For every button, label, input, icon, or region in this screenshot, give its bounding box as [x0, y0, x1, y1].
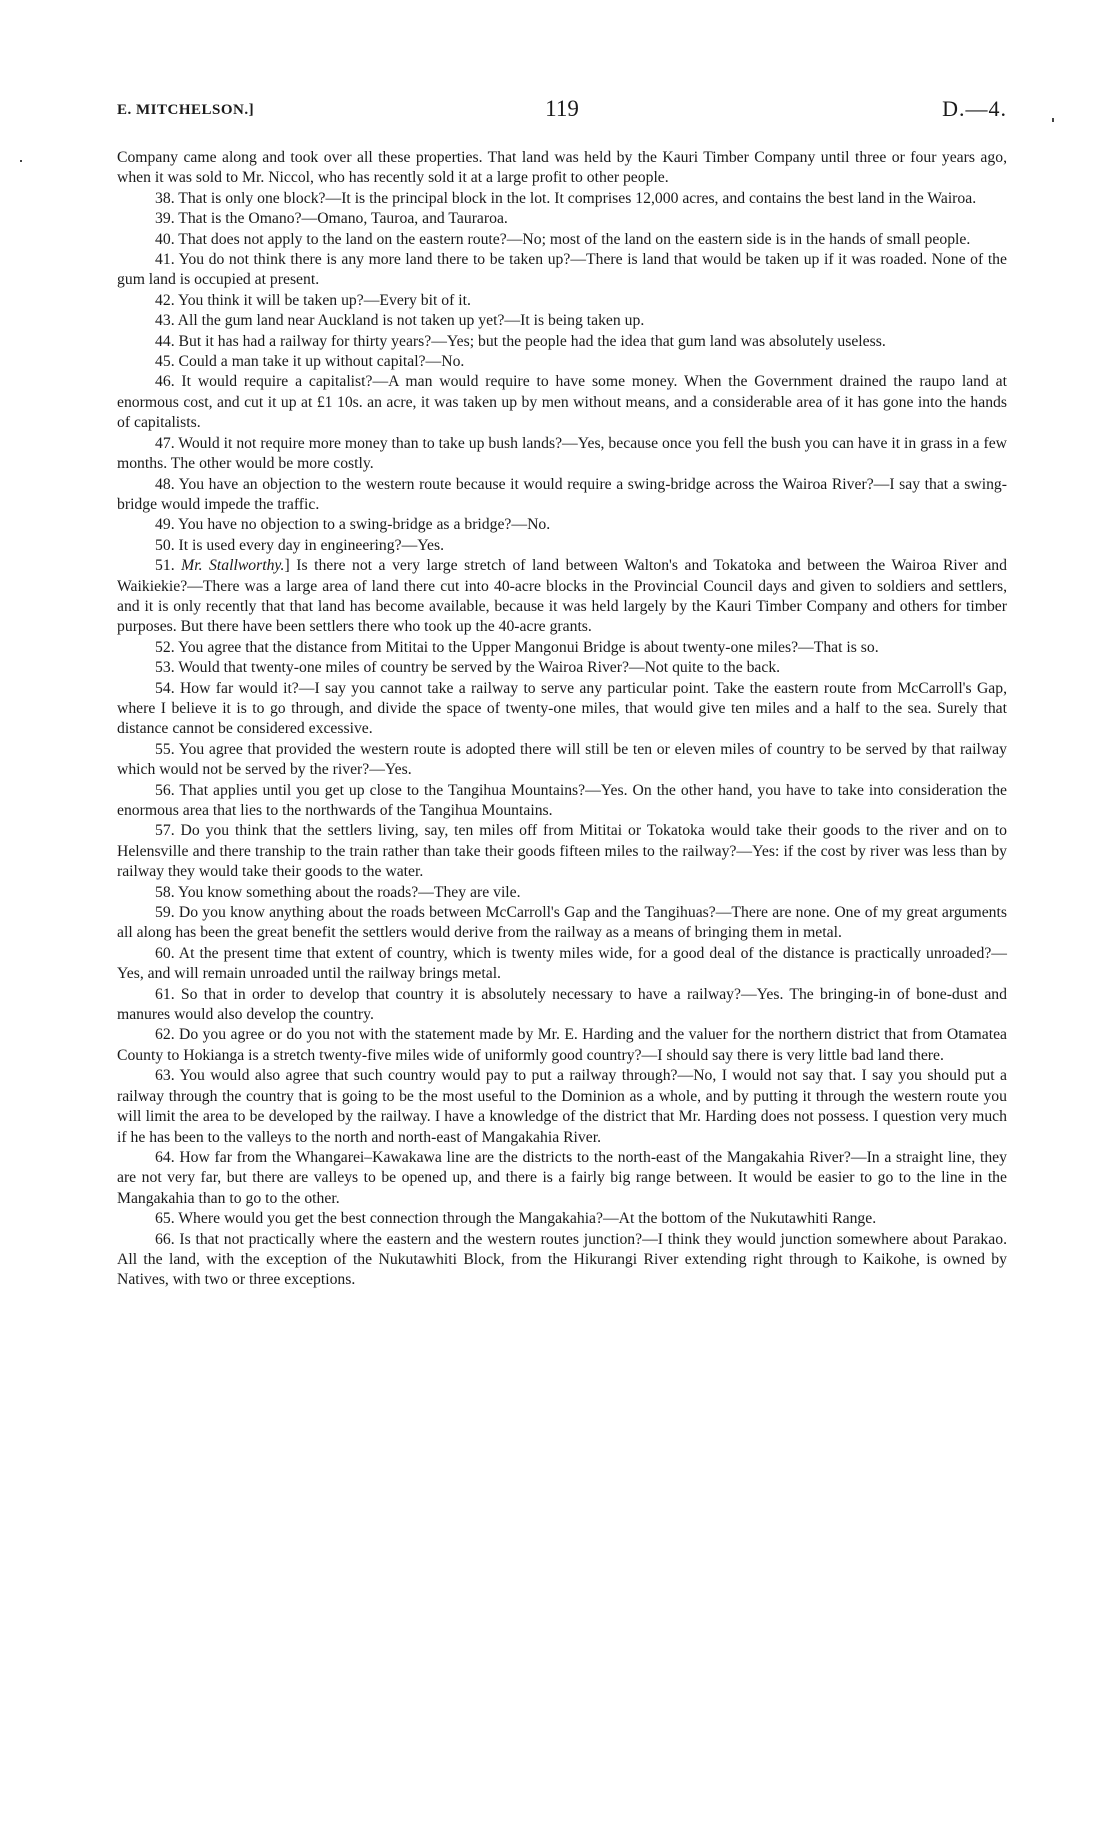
paragraph: 39. That is the Omano?—Omano, Tauroa, and Tauraroa. [155, 210, 508, 228]
paragraph: 41. You do not think there is any more land there to be taken up?—There is land that would be taken up if it was roaded. None of the gum land is occupied at present. [117, 251, 1007, 289]
page-header [117, 96, 1007, 126]
paragraph: 48. You have an objection to the western route because it would require a swing-bridge across the Wairoa River?—I say that a swing-bridge would impede the traffic. [117, 475, 1007, 513]
paragraph: 56. That applies until you get up close to the Tangihua Mountains?—Yes. On the other hand, you have to take into consideration the enormous area that lies to the northwards of the Tangihua Mountains. [117, 781, 1007, 819]
paragraph: 59. Do you know anything about the roads between McCarroll's Gap and the Tangihuas?—There are none. One of my great arguments all along has been the great benefit the settlers would derive from the railway as a means of bringing them in metal. [117, 904, 1007, 942]
paragraph: 62. Do you agree or do you not with the statement made by Mr. E. Harding and the valuer for the northern district that from Otamatea County to Hokianga is a stretch twenty-five miles wide of uniformly good country?—I should say there is very little bad land there. [117, 1026, 1007, 1064]
paragraph: 50. It is used every day in engineering?—Yes. [155, 536, 444, 554]
paragraph: 42. You think it will be taken up?—Every bit of it. [155, 291, 471, 309]
paragraph: 66. Is that not practically where the eastern and the western routes junction?—I think they would junction somewhere about Parakao. All the land, with the exception of the Nukutawhiti Block, from the Hikurangi River extending right through to Kaikohe, is owned by Natives, with two or three exceptions. [117, 1230, 1007, 1289]
paragraph: 45. Could a man take it up without capital?—No. [155, 353, 465, 371]
paragraph: 49. You have no objection to a swing-bridge as a bridge?—No. [155, 516, 551, 534]
paragraph: 55. You agree that provided the western route is adopted there will still be ten or eleven miles of country to be served by that railway which would not be served by the river?—Yes. [117, 740, 1007, 779]
paragraph: 51. Mr. Stallworthy.] Is there not a very large stretch of land between Walton's and Tokatoka and between the Wairoa River and Waikiekie?—There was a large area of land there cut into 40-acre blocks in the Provincial Council days and given to soldiers and settlers, and it is only recently that that land has become available, because it was held largely by the Kauri Timber Company and others for timber purposes. But there have been settlers there who took up the 40-acre grants. [117, 557, 1007, 636]
paragraph: 47. Would it not require more money than to take up bush lands?—Yes, because once you fell the bush you can have it in grass in a few months. The other would be more costly. [117, 434, 1007, 473]
document-body [117, 148, 1007, 1291]
paragraph: 52. You agree that the distance from Mititai to the Upper Mangonui Bridge is about twenty-one miles?—That is so. [155, 638, 879, 656]
paragraph: 64. How far from the Whangarei–Kawakawa line are the districts to the north-east of the Mangakahia River?—In a straight line, they are not very far, but there are valleys to be opened up, and there is a fairly big range between. It would be easier to go to the line in the Mangakahia than to go to the other. [117, 1148, 1007, 1207]
paragraph: 65. Where would you get the best connection through the Mangakahia?—At the bottom of the Nukutawhiti Range. [155, 1210, 877, 1228]
paragraph: 54. How far would it?—I say you cannot take a railway to serve any particular point. Take the eastern route from McCarroll's Gap, where I believe it is to go through, and divide the space of twenty-one miles, that would give ten miles and a half to the sea. Surely that distance cannot be considered excessive. [117, 679, 1007, 738]
header-witness-name: E. MITCHELSON.] [117, 102, 255, 118]
speaker-name: Mr. Stallworthy. [181, 557, 285, 575]
print-speck [20, 160, 22, 162]
paragraph: 57. Do you think that the settlers living, say, ten miles off from Mititai or Tokatoka would take their goods to the river and on to Helensville and there tranship to the train rather than take their goods fifteen miles to the railway?—Yes: if the cost by river was less than by railway they would take their goods to the water. [117, 822, 1007, 881]
paragraph: 60. At the present time that extent of country, which is twenty miles wide, for a good deal of the distance is practically unroaded?—Yes, and will remain unroaded until the railway brings metal. [117, 944, 1007, 983]
paragraph: 40. That does not apply to the land on the eastern route?—No; most of the land on the eastern side is in the hands of small people. [155, 230, 971, 248]
print-speck [1052, 118, 1054, 122]
document-reference: D.—4. [942, 96, 1007, 121]
page-number: 119 [545, 96, 579, 121]
paragraph: 53. Would that twenty-one miles of country be served by the Wairoa River?—Not quite to the back. [155, 659, 781, 677]
paragraph: 46. It would require a capitalist?—A man would require to have some money. When the Government drained the raupo land at enormous cost, and cut it up at £1 10s. an acre, it was taken up by men without means, and a considerable area of it has gone into the hands of capitalists. [117, 373, 1007, 432]
paragraph: 44. But it has had a railway for thirty years?—Yes; but the people had the idea that gum land was absolutely useless. [155, 332, 886, 350]
paragraph: 63. You would also agree that such country would pay to put a railway through?—No, I would not say that. I say you should put a railway through the country that is going to be the most useful to the Dominion as a whole, and by putting it through the western route you will limit the area to be developed by the railway. I have a knowledge of the district that Mr. Harding does not possess. I question very much if he has been to the valleys to the north and north-east of Mangakahia River. [117, 1067, 1007, 1146]
paragraph: 58. You know something about the roads?—They are vile. [155, 883, 521, 901]
paragraph: 61. So that in order to develop that country it is absolutely necessary to have a railway?—Yes. The bringing-in of bone-dust and manures would also develop the country. [117, 985, 1007, 1024]
paragraph: 43. All the gum land near Auckland is not taken up yet?—It is being taken up. [155, 312, 645, 330]
paragraph: Company came along and took over all these properties. That land was held by the Kauri Timber Company until three or four years ago, when it was sold to Mr. Niccol, who has recently sold it at a large profit to other people. [117, 149, 1007, 187]
paragraph: 38. That is only one block?—It is the principal block in the lot. It comprises 12,000 acres, and contains the best land in the Wairoa. [155, 189, 977, 207]
